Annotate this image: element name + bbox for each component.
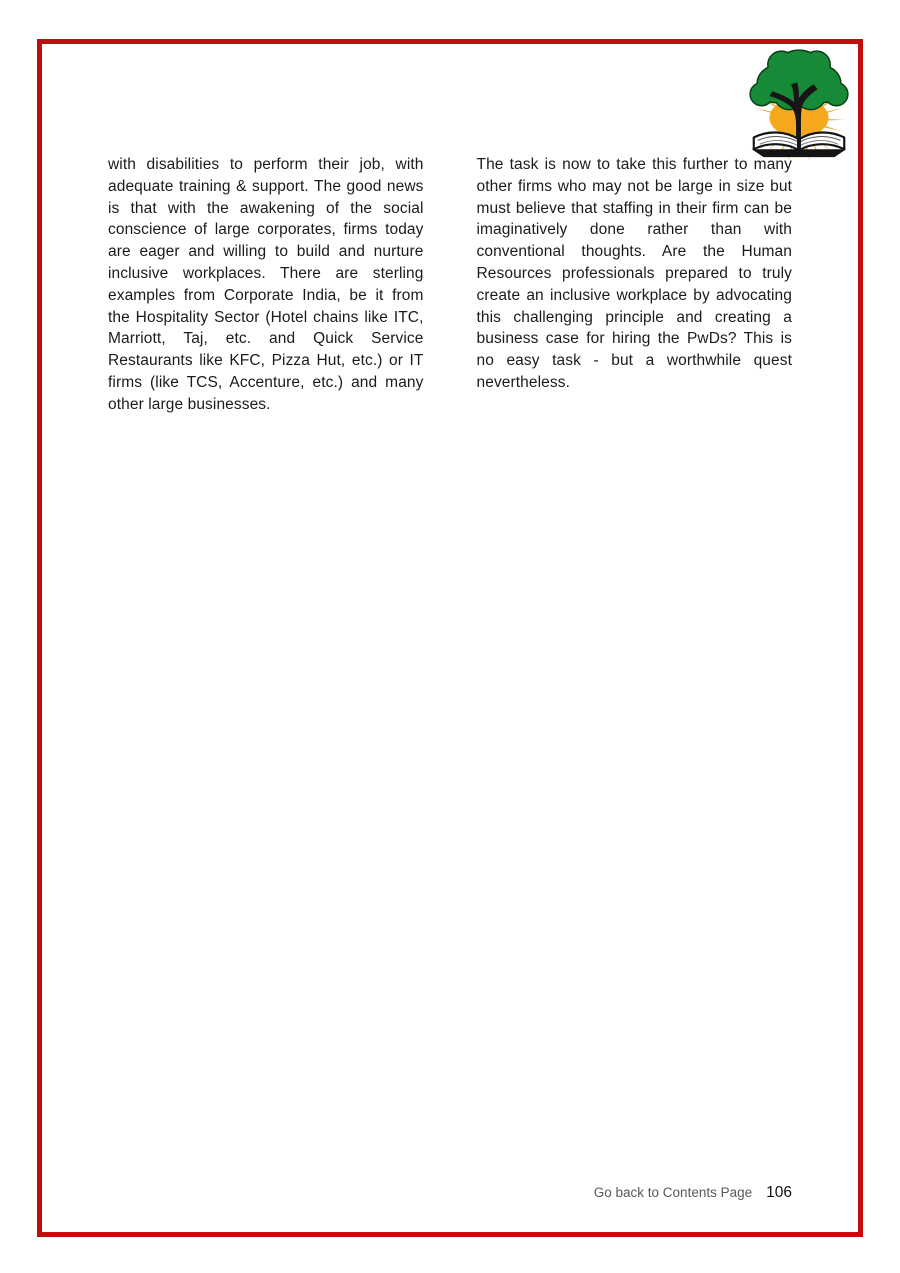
- page-footer: [594, 1184, 792, 1202]
- page-number: 106: [766, 1184, 792, 1201]
- body-text-left-column: with disabilities to perform their job, with adequate training & support. The good news is that with the awakening of the social conscience of large corporates, firms today are eager and willing to build and nurture inclusive workplaces. There are sterling examples from Corporate India, be it from the Hospitality Sector (Hotel chains like ITC, Marriott, Taj, etc. and Quick Service Restaurants like KFC, Pizza Hut, etc.) or IT firms (like TCS, Accenture, etc.) and many other large businesses.: [108, 156, 424, 413]
- go-back-to-contents-link[interactable]: Go back to Contents Page: [593, 1185, 753, 1200]
- body-text-right-column: The task is now to take this further to many other firms who may not be large in size but must believe that staffing in their firm can be imaginatively done rather than with conventional thoughts. Are the Human Resources professionals prepared to truly create an inclusive workplace by advocating this challenging principle and creating a business case for hiring the PwDs? This is no easy task - but a worthwhile quest nevertheless.: [476, 156, 792, 391]
- page-border: [37, 39, 863, 1237]
- tree-book-logo-svg: [740, 48, 858, 160]
- two-column-body: [108, 154, 792, 416]
- tree-book-logo-icon: [740, 48, 858, 160]
